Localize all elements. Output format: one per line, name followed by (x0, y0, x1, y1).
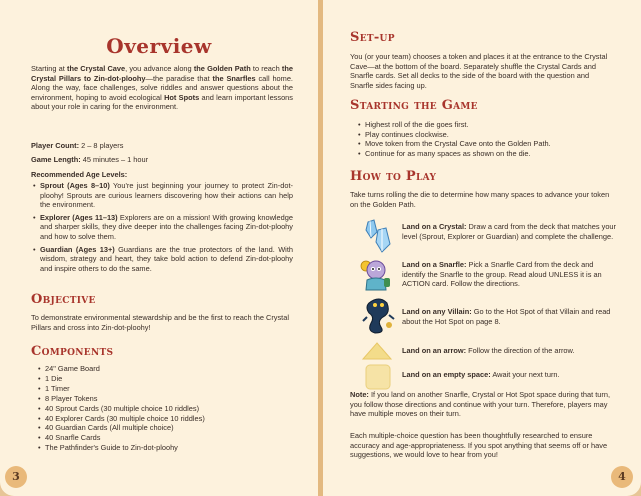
setup-text: You (or your team) chooses a token and places it at the entrance to the Crystal Cave—at the bottom of the board. Separately shuffle the Crystal Cards and Snarfle cards. Set all decks to the side of the board with the question and Snarfle sides facing up. (350, 52, 608, 90)
component-item: • 24" Game Board (36, 364, 296, 374)
how-to-play-heading: How to Play (350, 169, 437, 184)
rule-empty-space: Land on an empty space: Await your next turn. (402, 370, 560, 379)
rule-villain: Land on any Villain: Go to the Hot Spot of that Villain and read about the Hot Spot on page 8. (402, 307, 611, 326)
starting-item: • Continue for as many spaces as shown on the die. (356, 149, 616, 159)
age-levels-heading: Recommended Age Levels: (31, 170, 128, 179)
age-levels-list (31, 181, 293, 273)
age-level-guardian: • Guardian (Ages 13+) Guardians are the true protectors of the land. With wisdom, strategy and heart, they take bold action to defend Zin-dot-ploohy and inspire others to do the same. (31, 245, 293, 274)
objective-heading: Objective (31, 292, 96, 307)
page-number-right: 4 (611, 466, 633, 488)
arrow-space-icon (361, 340, 393, 362)
empty-space-icon (364, 363, 392, 391)
components-list (36, 364, 296, 453)
age-level-explorer: • Explorer (Ages 11–13) Explorers are on a mission! With growing knowledge and sharper skills, they dive deeper into the challenges facing Zin-dot-ploohy and how to solve them. (31, 213, 293, 242)
component-item: • The Pathfinder's Guide to Zin-dot-ploohy (36, 443, 296, 453)
starting-list (356, 120, 616, 158)
component-item: • 1 Die (36, 374, 296, 384)
villain-icon (361, 295, 397, 335)
components-heading: Components (31, 344, 114, 359)
rule-crystal: Land on a Crystal: Draw a card from the deck that matches your level (Sprout, Explorer or Guardian) and complete the challenge. (402, 222, 617, 241)
component-item: • 40 Guardian Cards (All multiple choice) (36, 423, 296, 433)
age-level-sprout: • Sprout (Ages 8–10) You're just beginning your journey to protect Zin-dot-ploohy! Sprouts are curious learners discovering how their actions can help the environment. (31, 181, 293, 210)
note-text: Note: If you land on another Snarfle, Crystal or Hot Spot space during that turn, you follow those directions and continue with your turn. Therefore, players may have multiple moves on their turn. (350, 390, 611, 419)
objective-text: To demonstrate environmental stewardship and be the first to reach the Crystal Pillars and cross into Zin-dot-ploohy! (31, 313, 289, 332)
component-item: • 40 Sprout Cards (30 multiple choice 10 riddles) (36, 404, 296, 414)
game-length: Game Length: 45 minutes – 1 hour (31, 155, 149, 164)
closing-text: Each multiple-choice question has been thoughtfully researched to ensure accuracy and age-appropriateness. If you spot anything that seems off or have suggestions, we would love to hear from you! (350, 431, 608, 460)
component-item: • 1 Timer (36, 384, 296, 394)
starting-item: • Highest roll of the die goes first. (356, 120, 616, 130)
overview-heading: Overview (106, 34, 212, 58)
setup-heading: Set-up (350, 30, 395, 45)
component-item: • 8 Player Tokens (36, 394, 296, 404)
snarfle-icon (356, 256, 396, 294)
starting-item: • Move token from the Crystal Cave onto the Golden Path. (356, 139, 616, 149)
how-to-play-text: Take turns rolling the die to determine how many spaces to advance your token on the Golden Path. (350, 190, 610, 209)
page-number-left: 3 (5, 466, 27, 488)
rule-arrow: Land on an arrow: Follow the direction of the arrow. (402, 346, 575, 355)
crystal-icon (360, 218, 396, 254)
component-item: • 40 Snarfle Cards (36, 433, 296, 443)
starting-item: • Play continues clockwise. (356, 130, 616, 140)
starting-heading: Starting the Game (350, 98, 478, 113)
player-count: Player Count: 2 – 8 players (31, 141, 124, 150)
overview-intro: Starting at the Crystal Cave, you advance along the Golden Path to reach the Crystal Pillars to Zin-dot-ploohy—the paradise that the Snarfles call home. Along the way, face challenges, solve riddles and answer questions about the environment, hoping to avoid ecological Hot Spots and learn important lessons about your role in caring for the environment. (31, 64, 293, 112)
component-item: • 40 Explorer Cards (30 multiple choice 10 riddles) (36, 414, 296, 424)
rule-snarfle: Land on a Snarfle: Pick a Snarfle Card from the deck and identify the Snarfle to the group. Read aloud UNLESS it is an ACTION card. Follow the directions. (402, 260, 602, 289)
